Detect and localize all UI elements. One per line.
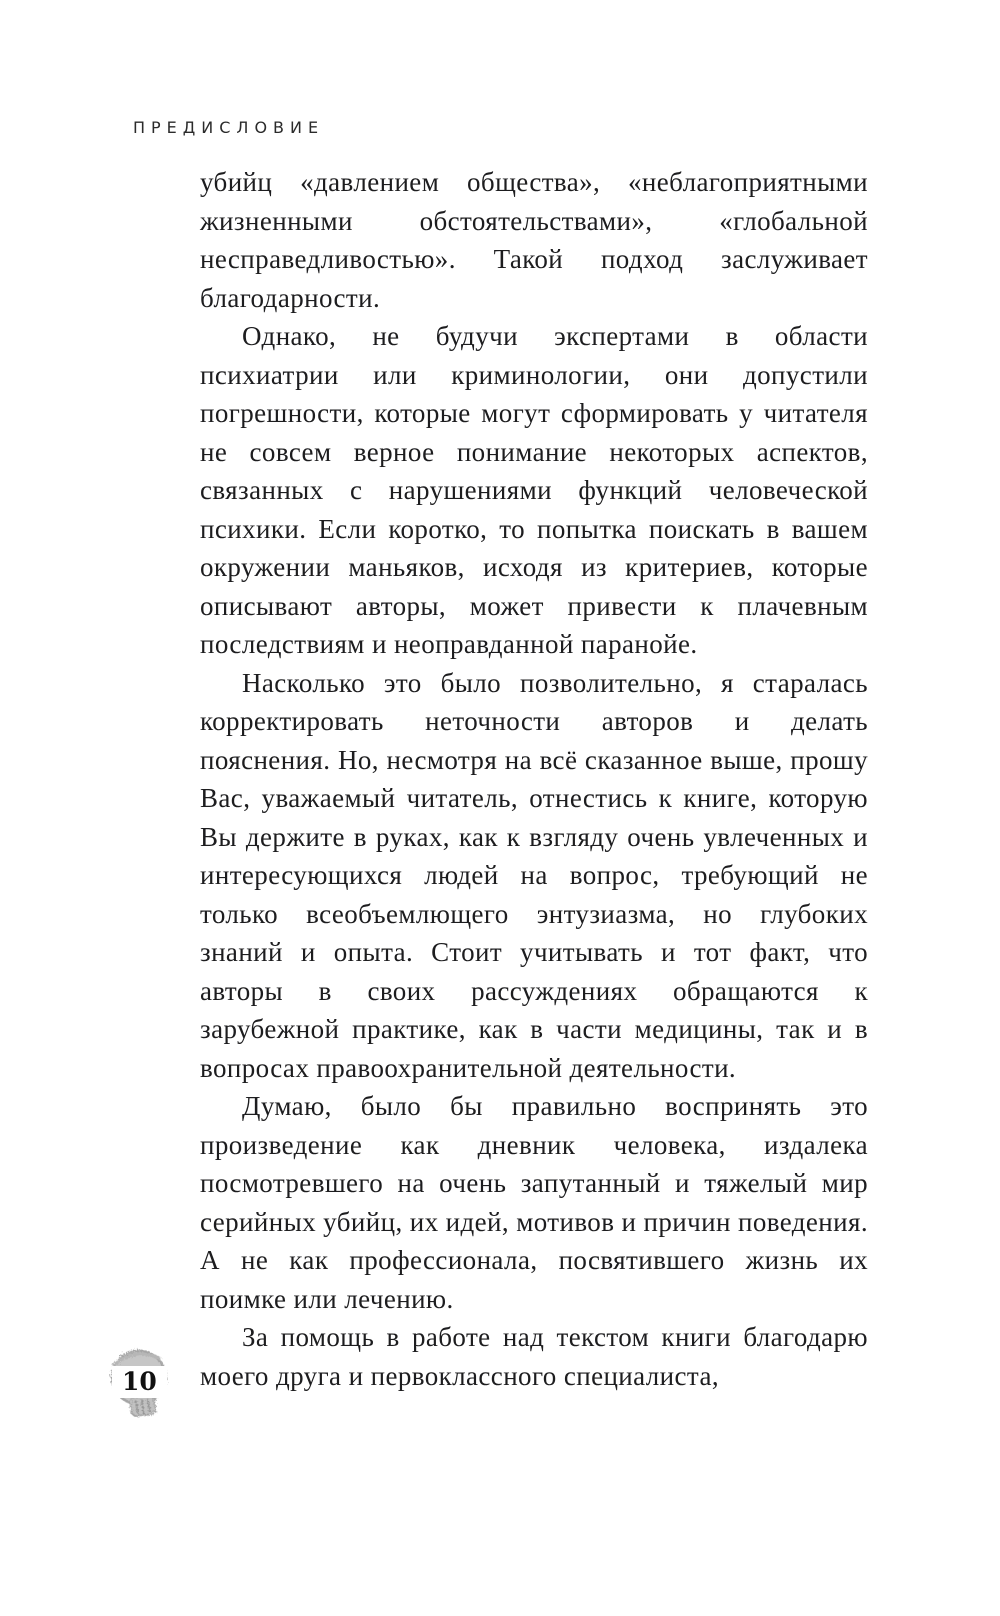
paragraph: За помощь в работе над текстом книги благодарю моего друга и первоклассного специалиста,	[200, 1322, 868, 1391]
paragraph: Однако, не будучи экспертами в области психиатрии или криминологии, они допустили погрешности, которые могут сформировать у читателя не совсем верное понимание некоторых аспектов, связанных с нарушениями функций человеческой психики. Если коротко, то попытка поискать в вашем окружении маньяков, исходя из критериев, которые описывают авторы, может привести к плачевным последствиям и неоправданной паранойе.	[200, 321, 868, 659]
paragraph: Думаю, было бы правильно воспринять это произведение как дневник человека, издалека посмотревшего на очень запутанный и тяжелый мир серийных убийц, их идей, мотивов и причин поведения. А не как профессионала, посвятившего жизнь их поимке или лечению.	[200, 1091, 868, 1314]
page-number: 10	[112, 1366, 167, 1398]
page-text-column	[200, 163, 868, 1395]
paragraph: убийц «давлением общества», «неблагоприятными жизненными обстоятельствами», «глобальной несправедливостью». Такой подход заслуживает благодарности.	[200, 167, 868, 313]
paragraph: Насколько это было позволительно, я старалась корректировать неточности авторов и делать пояснения. Но, несмотря на всё сказанное выше, прошу Вас, уважаемый читатель, отнестись к книге, которую Вы держите в руках, как к взгляду очень увлеченных и интересующихся людей на вопрос, требующий не только всеобъемлющего энтузиазма, но глубоких знаний и опыта. Стоит учитывать и тот факт, что авторы в своих рассуждениях обращаются к зарубежной практике, как в части медицины, так и в вопросах правоохранительной деятельности.	[200, 667, 868, 1083]
running-header: ПРЕДИСЛОВИЕ	[133, 118, 325, 137]
